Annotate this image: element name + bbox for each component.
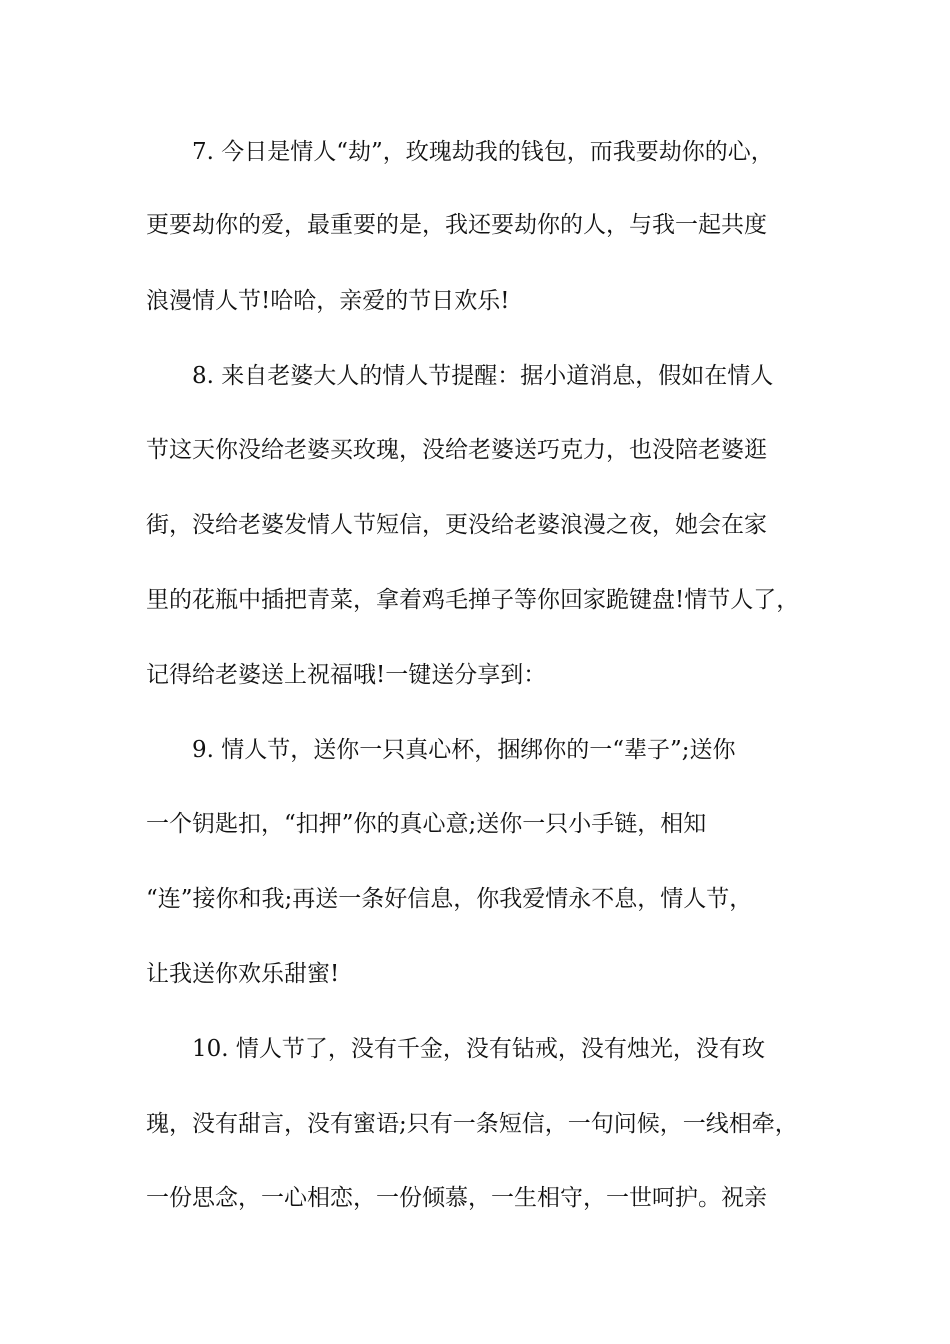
paragraph-7-line-2: 更要劫你的爱，最重要的是，我还要劫你的人，与我一起共度 [146, 212, 767, 238]
paragraph-8-line-4: 里的花瓶中插把青菜，拿着鸡毛掸子等你回家跪键盘!情节人了， [146, 587, 800, 613]
paragraph-9-line-3: “连”接你和我;再送一条好信息，你我爱情永不息，情人节， [146, 886, 753, 912]
paragraph-8-line-2: 节这天你没给老婆买玫瑰，没给老婆送巧克力，也没陪老婆逛 [146, 437, 767, 463]
paragraph-9-line-1: 9. 情人节，送你一只真心杯，捆绑你的一“辈子”;送你 [192, 737, 736, 763]
paragraph-10-line-3: 一份思念，一心相恋，一份倾慕，一生相守，一世呵护。祝亲 [146, 1185, 767, 1211]
paragraph-8-line-3: 街，没给老婆发情人节短信，更没给老婆浪漫之夜，她会在家 [146, 512, 767, 538]
paragraph-10-line-2: 瑰，没有甜言，没有蜜语;只有一条短信，一句问候，一线相牵， [146, 1111, 798, 1137]
paragraph-7-line-1: 7. 今日是情人“劫”，玫瑰劫我的钱包，而我要劫你的心， [192, 139, 774, 165]
paragraph-9-line-4: 让我送你欢乐甜蜜! [146, 961, 340, 987]
paragraph-10-line-1: 10. 情人节了，没有千金，没有钻戒，没有烛光，没有玫 [192, 1036, 765, 1062]
paragraph-7-line-3: 浪漫情人节!哈哈，亲爱的节日欢乐! [146, 288, 510, 314]
paragraph-8-line-5: 记得给老婆送上祝福哦!一键送分享到： [146, 662, 547, 688]
paragraph-9-line-2: 一个钥匙扣，“扣押”你的真心意;送你一只小手链，相知 [146, 811, 707, 837]
paragraph-8-line-1: 8. 来自老婆大人的情人节提醒：据小道消息，假如在情人 [192, 363, 774, 389]
